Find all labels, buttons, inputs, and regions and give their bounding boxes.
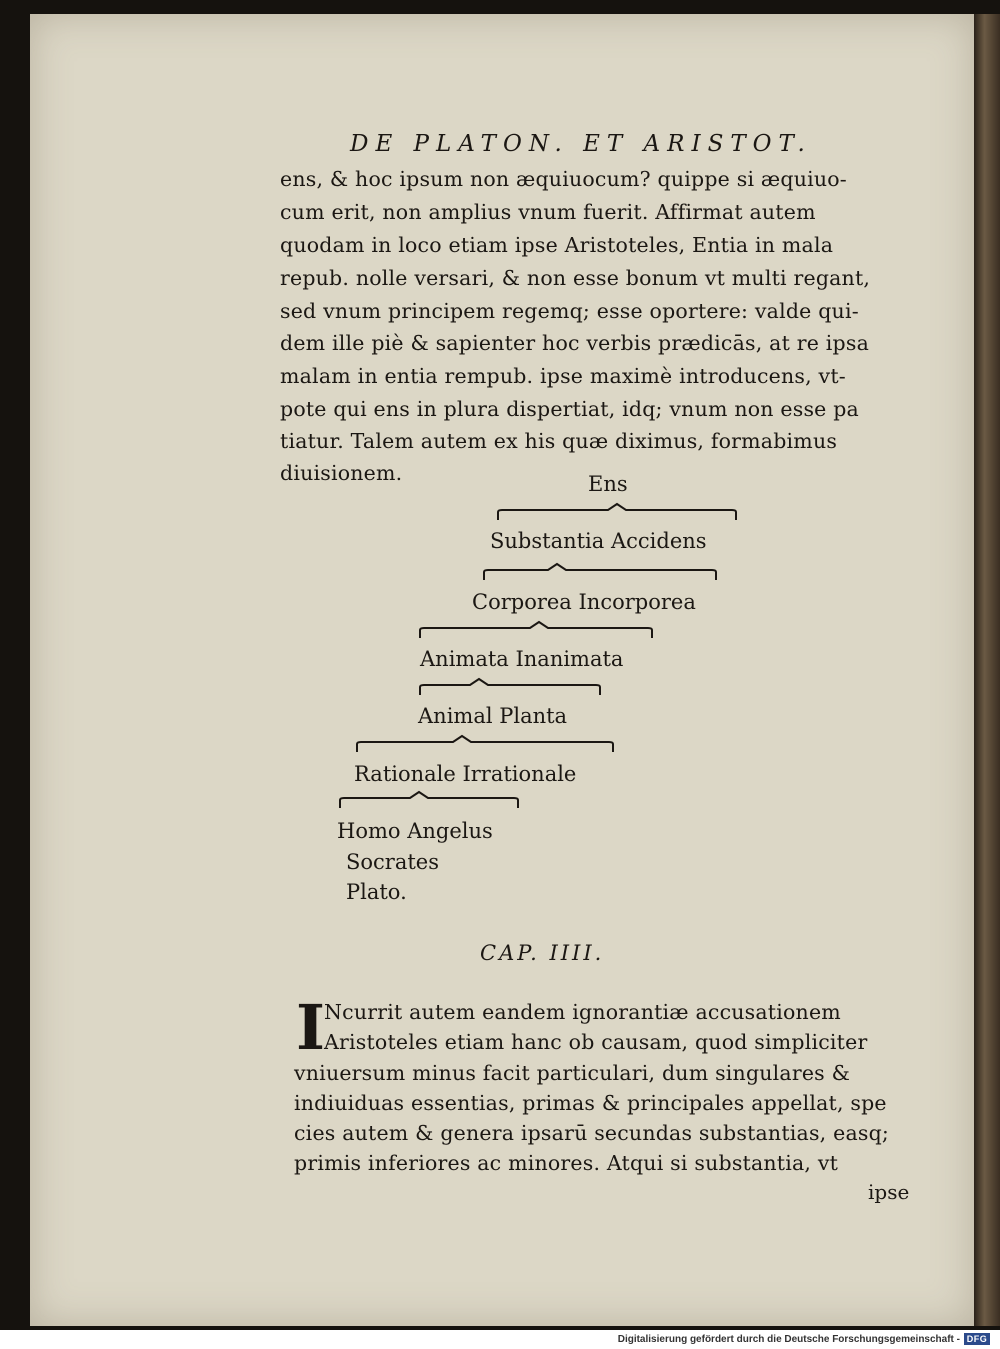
paragraph-line: repub. nolle versari, & non esse bonum vt multi regant, [280,266,871,290]
tree-brace [355,734,615,754]
chapter-line: Aristoteles etiam hanc ob causam, quod simpliciter [324,1030,868,1054]
tree-level-6: Homo Angelus [337,819,493,843]
tree-level-1: Substantia Accidens [490,529,707,553]
tree-brace [496,502,738,522]
running-head: DE PLATON. ET ARISTOT. [350,131,812,157]
chapter-line: cies autem & genera ipsarū secundas substantias, easq; [294,1121,890,1145]
chapter-heading: CAP. IIII. [480,941,605,965]
tree-individual: Socrates [346,850,439,874]
tree-level-3: Animata Inanimata [420,647,624,671]
catchword: ipse [868,1180,910,1204]
tree-brace [418,620,654,640]
tree-level-5: Rationale Irrationale [354,762,577,786]
chapter-line: Ncurrit autem eandem ignorantiæ accusationem [324,1000,841,1024]
tree-brace [418,677,602,697]
paragraph-line: dem ille piè & sapienter hoc verbis prædicās, at re ipsa [280,331,870,355]
dfg-logo: DFG [964,1333,990,1345]
tree-root: Ens [588,472,628,496]
paragraph-line: pote qui ens in plura dispertiat, idq; vnum non esse pa [280,397,859,421]
paragraph-line: ens, & hoc ipsum non æquiuocum? quippe si æquiuo- [280,167,847,191]
tree-level-2: Corporea Incorporea [472,590,696,614]
drop-cap: I [296,991,326,1064]
footer-credit: Digitalisierung gefördert durch die Deutsche Forschungsgemeinschaft - [617,1334,960,1345]
paragraph-line: tiatur. Talem autem ex his quæ diximus, formabimus [280,429,838,453]
tree-individual: Plato. [346,880,407,904]
chapter-line: vniuersum minus facit particulari, dum singulares & [294,1061,851,1085]
paragraph-line: quodam in loco etiam ipse Aristoteles, Entia in mala [280,233,834,257]
paragraph-line: cum erit, non amplius vnum fuerit. Affirmat autem [280,200,816,224]
paragraph-line: diuisionem. [280,461,403,485]
paragraph-line: malam in entia rempub. ipse maximè introducens, vt- [280,364,846,388]
chapter-line: indiuiduas essentias, primas & principales appellat, spe [294,1091,887,1115]
book-edge [974,14,1000,1326]
tree-level-4: Animal Planta [418,704,568,728]
paragraph-line: sed vnum principem regemq; esse oportere: valde qui- [280,299,859,323]
chapter-line: primis inferiores ac minores. Atqui si substantia, vt [294,1151,839,1175]
tree-brace [338,790,520,810]
tree-brace [482,562,718,582]
